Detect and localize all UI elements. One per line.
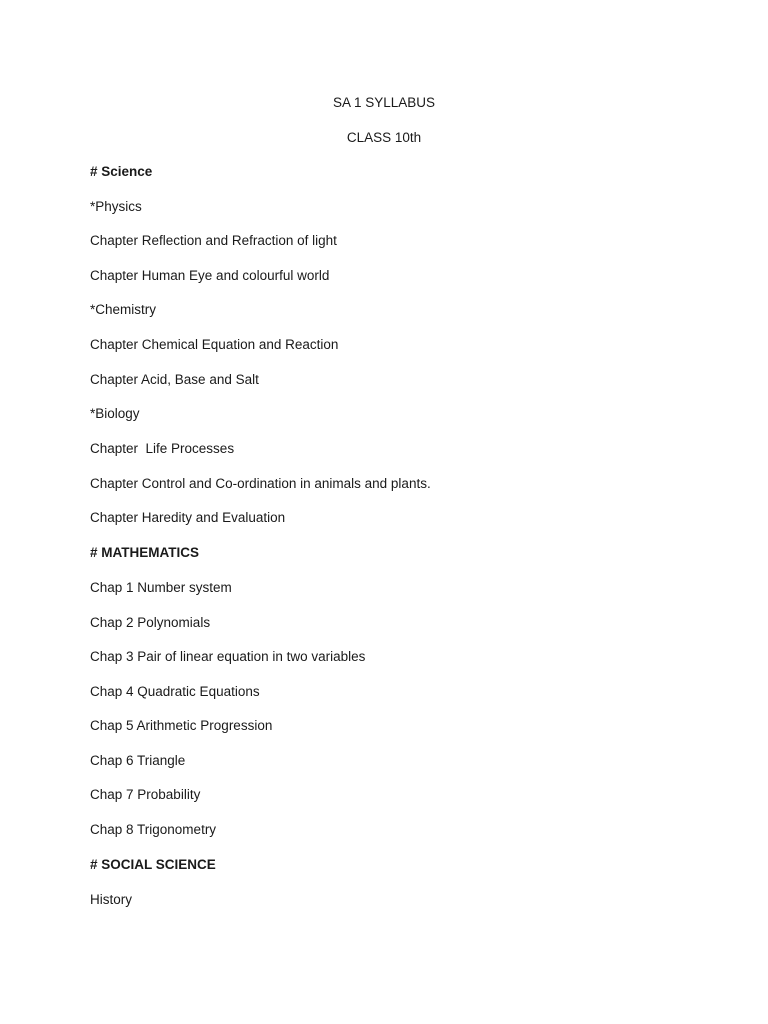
section-heading-social-science: # SOCIAL SCIENCE [90, 857, 216, 872]
list-item: Chap 2 Polynomials [90, 615, 211, 630]
list-item: Chap 7 Probability [90, 787, 201, 802]
class-line: CLASS 10th [346, 130, 422, 145]
section-heading-mathematics: # MATHEMATICS [90, 545, 199, 560]
list-item: Chapter Control and Co-ordination in animals and plants. [90, 476, 431, 491]
list-item: Chapter Human Eye and colourful world [90, 268, 330, 283]
document-title: SA 1 SYLLABUS [332, 95, 436, 110]
list-item: Chap 3 Pair of linear equation in two variables [90, 649, 366, 664]
section-heading-science: # Science [90, 164, 153, 179]
subject-chemistry: *Chemistry [90, 302, 157, 317]
list-item: Chap 1 Number system [90, 580, 232, 595]
list-item: Chap 5 Arithmetic Progression [90, 718, 273, 733]
subject-biology: *Biology [90, 406, 140, 421]
list-item: History [90, 892, 133, 907]
list-item: Chapter Haredity and Evaluation [90, 510, 286, 525]
list-item: Chapter Reflection and Refraction of light [90, 233, 337, 248]
list-item: Chap 8 Trigonometry [90, 822, 217, 837]
list-item: Chapter Chemical Equation and Reaction [90, 337, 339, 352]
list-item: Chap 6 Triangle [90, 753, 186, 768]
list-item: Chapter Acid, Base and Salt [90, 372, 259, 387]
list-item: Chapter Life Processes [90, 441, 235, 456]
subject-physics: *Physics [90, 199, 142, 214]
list-item: Chap 4 Quadratic Equations [90, 684, 260, 699]
